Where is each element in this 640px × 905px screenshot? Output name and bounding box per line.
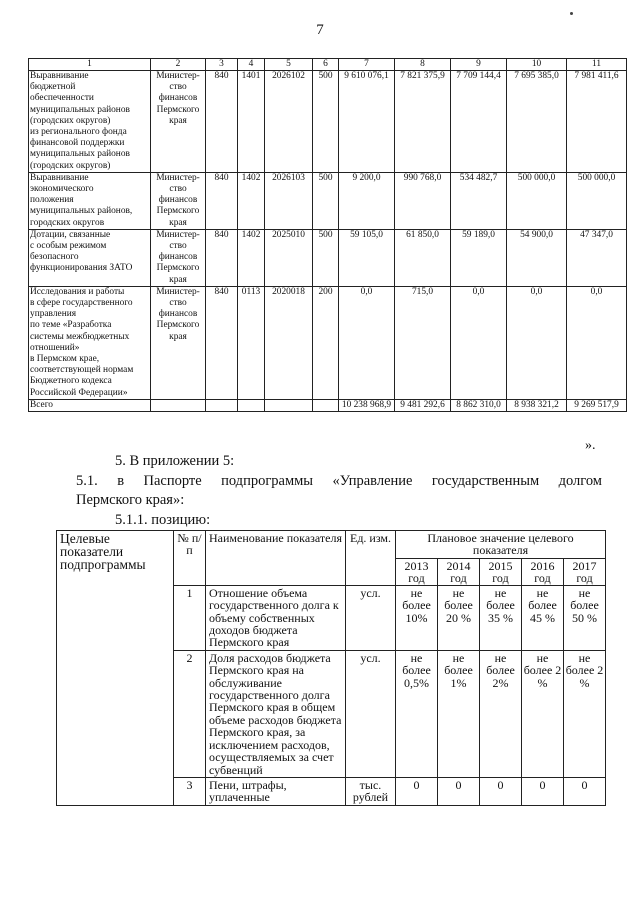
expenditure-table	[28, 58, 627, 412]
paragraph-appendix-5: 5. В приложении 5:	[115, 453, 235, 469]
col-number: 2	[151, 59, 206, 71]
col-number: 3	[206, 59, 238, 71]
col-number: 7	[339, 59, 395, 71]
ministry-line: ство	[169, 241, 187, 252]
paragraph-passport-cont: Пермского края»:	[76, 492, 185, 508]
target-article-cell: 2020018	[265, 286, 313, 399]
amount-cell: 0,0	[507, 286, 567, 399]
header-row	[57, 531, 606, 559]
col-number: 9	[451, 59, 507, 71]
amount-cell: 54 900,0	[507, 229, 567, 286]
closing-quote: ».	[585, 438, 596, 453]
indicator-name: Отношение объема государственного долга к объему собственных доходов бюджета Пермского края	[206, 585, 346, 650]
year-header: 2017 год	[564, 558, 606, 585]
admin-code-cell: 840	[206, 71, 238, 173]
ministry-cell	[151, 71, 206, 173]
amount-cell: 7 695 385,0	[507, 71, 567, 173]
year-header: 2013 год	[396, 558, 438, 585]
section-code-cell: 0113	[238, 286, 265, 399]
value-cell: не более 20 %	[438, 585, 480, 650]
row-name-line: Исследования и работы	[30, 286, 125, 297]
col-number: 5	[265, 59, 313, 71]
row-name-line: в сфере государственного	[30, 298, 133, 309]
row-name-line: отношений»	[30, 342, 80, 353]
row-name-line: финансовой поддержки	[30, 138, 125, 149]
row-name-line: из регионального фонда	[30, 127, 127, 138]
amount-cell: 500 000,0	[507, 172, 567, 229]
row-name-line: с особым режимом	[30, 241, 107, 252]
col-number: 6	[313, 59, 339, 71]
row-name-line: Выравнивание	[30, 71, 89, 81]
total-label: Всего	[29, 399, 151, 411]
amount-cell: 47 347,0	[567, 229, 627, 286]
total-amount-cell: 8 862 310,0	[451, 399, 507, 411]
ministry-line: финансов	[158, 93, 198, 104]
col-number: 1	[29, 59, 151, 71]
total-amount-cell: 9 481 292,6	[395, 399, 451, 411]
value-cell: не более 45 %	[522, 585, 564, 650]
expense-type-cell: 500	[313, 71, 339, 173]
empty-cell	[265, 399, 313, 411]
amount-cell: 7 709 144,4	[451, 71, 507, 173]
ministry-line: ство	[169, 82, 187, 93]
ministry-line: края	[169, 115, 187, 126]
paragraph-passport: 5.1. в Паспорте подпрограммы «Управление государственным долгом	[76, 473, 602, 489]
name-header: Наименование показателя	[206, 531, 346, 586]
row-name-line: управления	[30, 309, 77, 320]
value-cell: 0	[438, 777, 480, 805]
unit-cell: усл.	[346, 650, 396, 777]
row-name-cell	[29, 286, 151, 399]
col-number: 8	[395, 59, 451, 71]
admin-code-cell: 840	[206, 229, 238, 286]
amount-cell: 61 850,0	[395, 229, 451, 286]
value-cell: 0	[522, 777, 564, 805]
ministry-cell	[151, 286, 206, 399]
ministry-line: Пермского	[156, 263, 200, 274]
row-name-line: муниципальных районов,	[30, 206, 133, 217]
total-row	[29, 399, 627, 411]
row-name-cell	[29, 71, 151, 173]
section-code-cell: 1402	[238, 172, 265, 229]
table-row	[29, 286, 627, 399]
row-name-line: (городских округов)	[30, 115, 111, 126]
amount-cell: 7 981 411,6	[567, 71, 627, 173]
row-name-line: Бюджетного кодекса	[30, 376, 112, 387]
page-number: 7	[316, 22, 324, 38]
ministry-line: края	[169, 274, 187, 285]
empty-cell	[151, 399, 206, 411]
amount-cell: 9 610 076,1	[339, 71, 395, 173]
row-number: 1	[174, 585, 206, 650]
row-name-line: (городских округов)	[30, 160, 111, 171]
ministry-line: Министер-	[156, 286, 200, 297]
value-cell: 0	[396, 777, 438, 805]
year-header: 2014 год	[438, 558, 480, 585]
expense-type-cell: 200	[313, 286, 339, 399]
ministry-line: финансов	[158, 252, 198, 263]
row-name-line: безопасного	[30, 252, 79, 263]
value-cell: не более 2 %	[564, 650, 606, 777]
value-cell: не более 2%	[480, 650, 522, 777]
value-cell: не более 50 %	[564, 585, 606, 650]
ministry-line: Министер-	[156, 172, 200, 183]
target-article-cell: 2026102	[265, 71, 313, 173]
col-number: 11	[567, 59, 627, 71]
year-header: 2015 год	[480, 558, 522, 585]
row-name-cell	[29, 229, 151, 286]
amount-cell: 7 821 375,9	[395, 71, 451, 173]
unit-cell: тыс. рублей	[346, 777, 396, 805]
empty-cell	[313, 399, 339, 411]
row-name-line: муниципальных районов	[30, 149, 130, 160]
amount-cell: 0,0	[567, 286, 627, 399]
value-cell: не более 2 %	[522, 650, 564, 777]
ministry-line: Пермского	[156, 320, 200, 331]
ministry-line: края	[169, 217, 187, 228]
scan-dot	[570, 12, 573, 15]
ministry-cell	[151, 229, 206, 286]
value-cell: 0	[564, 777, 606, 805]
value-cell: не более 35 %	[480, 585, 522, 650]
table-row	[29, 172, 627, 229]
admin-code-cell: 840	[206, 172, 238, 229]
amount-cell: 0,0	[451, 286, 507, 399]
row-name-line: бюджетной	[30, 82, 76, 93]
ministry-line: края	[169, 331, 187, 342]
amount-cell: 59 105,0	[339, 229, 395, 286]
targets-header: Целевые показатели подпрограммы	[57, 531, 174, 806]
total-amount-cell: 8 938 321,2	[507, 399, 567, 411]
amount-cell: 500 000,0	[567, 172, 627, 229]
row-name-line: городских округов	[30, 217, 105, 228]
ministry-line: Пермского	[156, 104, 200, 115]
row-name-line: Российской Федерации»	[30, 387, 128, 398]
indicator-name: Доля расходов бюджета Пермского края на обслуживание государственного долга Пермского края в общем объеме расходов бюджета Пермского края, за исключением расходов, осуществляемых за счет субвенций	[206, 650, 346, 777]
row-name-line: Дотации, связанные	[30, 229, 111, 240]
row-name-line: обеспеченности	[30, 93, 94, 104]
row-name-line: системы межбюджетных	[30, 331, 130, 342]
paragraph-position: 5.1.1. позицию:	[115, 512, 211, 528]
row-number: 3	[174, 777, 206, 805]
amount-cell: 59 189,0	[451, 229, 507, 286]
row-name-line: соответствующей нормам	[30, 365, 134, 376]
column-number-row	[29, 59, 627, 71]
table-row	[29, 229, 627, 286]
expense-type-cell: 500	[313, 172, 339, 229]
row-name-line: положения	[30, 195, 74, 206]
target-indicators-table	[56, 530, 606, 806]
total-amount-cell: 9 269 517,9	[567, 399, 627, 411]
ministry-line: ство	[169, 184, 187, 195]
ministry-line: Пермского	[156, 206, 200, 217]
plan-header: Плановое значение целевого показателя	[396, 531, 606, 559]
ministry-line: Министер-	[156, 71, 200, 81]
table-row	[29, 71, 627, 173]
row-name-line: в Пермском крае,	[30, 354, 100, 365]
target-article-cell: 2026103	[265, 172, 313, 229]
amount-cell: 9 200,0	[339, 172, 395, 229]
unit-cell: усл.	[346, 585, 396, 650]
section-code-cell: 1402	[238, 229, 265, 286]
row-name-line: экономического	[30, 184, 94, 195]
section-code-cell: 1401	[238, 71, 265, 173]
amount-cell: 715,0	[395, 286, 451, 399]
amount-cell: 0,0	[339, 286, 395, 399]
value-cell: не более 1%	[438, 650, 480, 777]
admin-code-cell: 840	[206, 286, 238, 399]
ministry-cell	[151, 172, 206, 229]
target-article-cell: 2025010	[265, 229, 313, 286]
ministry-line: финансов	[158, 195, 198, 206]
ministry-line: ство	[169, 298, 187, 309]
value-cell: не более 0,5%	[396, 650, 438, 777]
row-name-line: по теме «Разработка	[30, 320, 112, 331]
row-number: 2	[174, 650, 206, 777]
ministry-line: финансов	[158, 309, 198, 320]
year-header: 2016 год	[522, 558, 564, 585]
unit-header: Ед. изм.	[346, 531, 396, 586]
row-name-line: муниципальных районов	[30, 104, 130, 115]
amount-cell: 990 768,0	[395, 172, 451, 229]
ministry-line: Министер-	[156, 229, 200, 240]
row-name-line: функционирования ЗАТО	[30, 263, 133, 274]
row-name-line: Выравнивание	[30, 172, 89, 183]
indicator-name: Пени, штрафы, уплаченные	[206, 777, 346, 805]
total-amount-cell: 10 238 968,9	[339, 399, 395, 411]
value-cell: не более 10%	[396, 585, 438, 650]
empty-cell	[206, 399, 238, 411]
value-cell: 0	[480, 777, 522, 805]
amount-cell: 534 482,7	[451, 172, 507, 229]
row-name-cell	[29, 172, 151, 229]
col-number: 10	[507, 59, 567, 71]
expense-type-cell: 500	[313, 229, 339, 286]
num-header: № п/п	[174, 531, 206, 586]
empty-cell	[238, 399, 265, 411]
col-number: 4	[238, 59, 265, 71]
